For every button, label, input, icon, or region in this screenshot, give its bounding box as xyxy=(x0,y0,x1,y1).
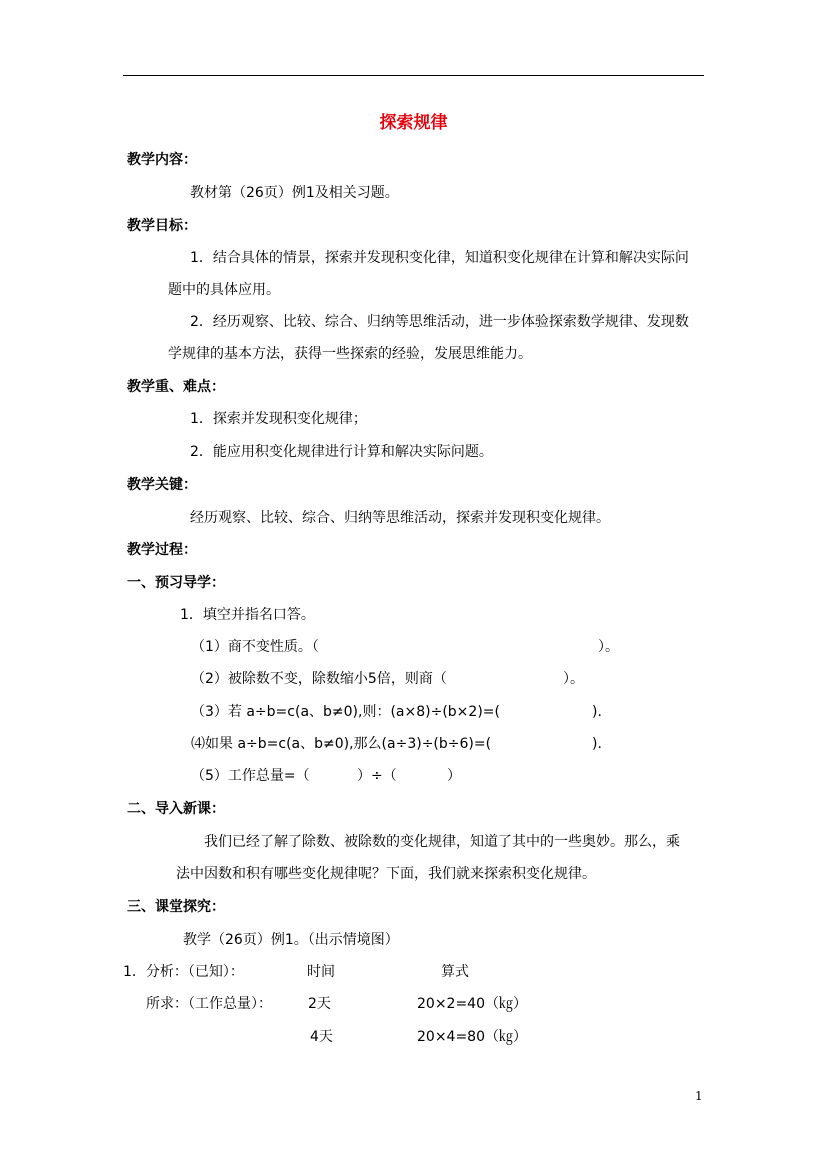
key-item-1: 1．探索并发现积变化规律； xyxy=(190,411,367,427)
part1-heading: 一、预习导学： xyxy=(127,575,225,591)
question-2: （2）被除数不变，除数缩小5倍，则商（ xyxy=(191,671,447,687)
question-2-end: ）。 xyxy=(563,671,584,687)
part2-line1: 我们已经了解了除数、被除数的变化规律，知道了其中的一些奥妙。那么，乘 xyxy=(204,834,680,850)
page-number: 1 xyxy=(695,1089,703,1103)
column-formula: 算式 xyxy=(441,964,469,980)
goal2-line1: 2．经历观察、比较、综合、归纳等思维活动，进一步体验探索数学规律、发现数 xyxy=(190,314,689,330)
question-1-end: ）。 xyxy=(598,639,619,655)
goal1-line2: 题中的具体应用。 xyxy=(168,282,280,298)
row1-formula: 20×2=40（㎏） xyxy=(417,996,527,1012)
content-heading: 教学内容： xyxy=(127,152,197,168)
analysis-label: 1．分析：（已知）： xyxy=(123,964,244,980)
part2-line2: 法中因数和积有哪些变化规律呢？下面，我们就来探索积变化规律。 xyxy=(176,866,596,882)
key-item-2: 2．能应用积变化规律进行计算和解决实际问题。 xyxy=(190,444,493,460)
goal1-line1: 1．结合具体的情景，探索并发现积变化律，知道积变化规律在计算和解决实际问 xyxy=(190,250,689,266)
question-3-end: )． xyxy=(592,704,612,720)
question-3: （3）若 a÷b=c(a、b≠0),则：(a×8)÷(b×2)=( xyxy=(191,704,500,720)
crux-heading: 教学关键： xyxy=(127,477,197,493)
row2-time: 4天 xyxy=(310,1029,333,1045)
key-heading: 教学重、难点： xyxy=(127,379,225,395)
question-4: ⑷如果 a÷b=c(a、b≠0),那么(a÷3)÷(b÷6)=( xyxy=(191,736,492,752)
question-5-c: ） xyxy=(447,768,461,784)
page-title: 探索规律 xyxy=(379,113,448,133)
question-1: （1）商不变性质。（ xyxy=(191,639,319,655)
header-rule xyxy=(123,75,704,76)
question-5-a: （5）工作总量=（ xyxy=(191,768,310,784)
question-4-end: )． xyxy=(592,736,612,752)
part3-heading: 三、课堂探究： xyxy=(127,899,225,915)
part1-intro: 1．填空并指名口答。 xyxy=(180,607,315,623)
column-time: 时间 xyxy=(307,964,335,980)
goals-heading: 教学目标： xyxy=(127,218,197,234)
goal2-line2: 学规律的基本方法，获得一些探索的经验，发展思维能力。 xyxy=(168,346,532,362)
process-heading: 教学过程： xyxy=(127,542,197,558)
content-text: 教材第（26页）例1及相关习题。 xyxy=(190,185,399,201)
crux-text: 经历观察、比较、综合、归纳等思维活动，探索并发现积变化规律。 xyxy=(190,510,610,526)
part3-intro: 教学（26页）例1。（出示情境图） xyxy=(183,932,399,948)
seek-label: 所求：（工作总量）： xyxy=(146,996,272,1012)
part2-heading: 二、导入新课： xyxy=(127,801,225,817)
question-5-b: ）÷（ xyxy=(357,768,397,784)
row1-time: 2天 xyxy=(308,996,331,1012)
row2-formula: 20×4=80（㎏） xyxy=(417,1029,527,1045)
